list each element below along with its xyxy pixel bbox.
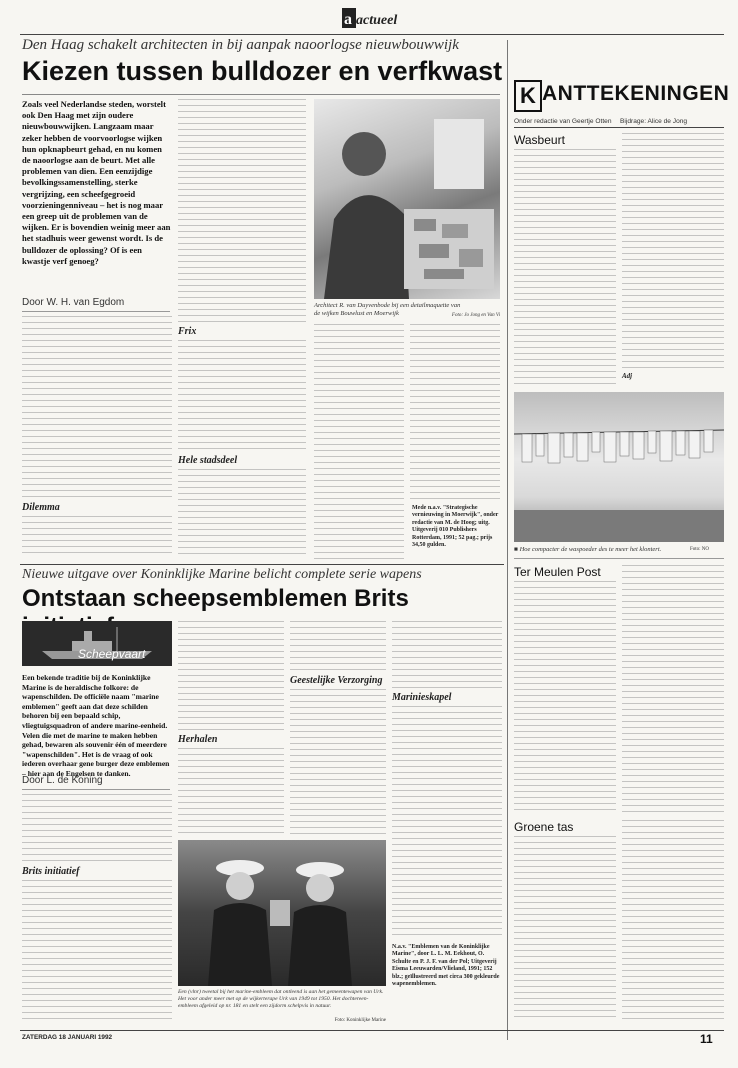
section-logo <box>340 6 400 32</box>
column-termeulen-text-col1 <box>514 581 616 815</box>
article2-text-col1b <box>22 880 172 1020</box>
column-section-wasbeurt: Wasbeurt <box>514 133 565 147</box>
article2-text-col3a <box>290 621 386 673</box>
svg-text:a: a <box>344 11 352 28</box>
article1-text-col3 <box>314 324 404 560</box>
article1-kicker: Den Haag schakelt architecten in bij aanpak naoorlogse nieuwbouwwijk <box>22 37 459 53</box>
column-photo-caption <box>514 546 684 554</box>
article1-text-col4 <box>410 324 500 502</box>
column-photo <box>514 392 724 542</box>
column-signature: Adj <box>622 372 633 380</box>
article2-kicker: Nieuwe uitgave over Koninklijke Marine belicht complete serie wapens <box>22 567 422 582</box>
article2-subhead-brits: Brits initiatief <box>22 866 80 877</box>
article1-text-col2b <box>178 340 306 452</box>
article2-text-col2a <box>178 621 284 733</box>
caption-bullet-icon: ■ <box>514 546 520 553</box>
column-groenetas-text-col1 <box>514 836 616 1020</box>
masthead-rule <box>20 34 724 35</box>
article2-text-col3b <box>290 689 386 835</box>
article2-text-col4a <box>392 621 502 689</box>
section-logo-text: actueel <box>356 13 398 28</box>
article1-text-col1b <box>22 516 172 558</box>
article2-byline: Door L. de Koning <box>22 775 103 786</box>
article2-subhead-marinieskapel: Marinieskapel <box>392 692 452 703</box>
architect-maquette-graphic <box>314 99 500 299</box>
article1-text-col1 <box>22 316 172 502</box>
article2-photo <box>178 840 386 986</box>
column-wasbeurt-text-col1 <box>514 149 616 387</box>
article2-badge <box>22 621 172 666</box>
article1-subhead-dilemma: Dilemma <box>22 502 60 513</box>
column-section-groenetas: Groene tas <box>514 820 574 834</box>
article2-text-col2b <box>178 748 284 836</box>
column-title: ANTTEKENINGEN <box>542 82 730 105</box>
article1-book-info: Mede n.a.v. "Strategische vernieuwing in Moerwijk", onder redactie van M. de Hoog; uitg. Uitgeverij 010 Publishers Rotterdam, 1991; 52 pag.; prijs 34,50 gulden. <box>412 505 499 549</box>
column-groenetas-text-col2 <box>622 820 724 1020</box>
article1-photo <box>314 99 500 299</box>
article1-subhead-frix: Frix <box>178 326 197 337</box>
laundry-line-graphic <box>514 392 724 542</box>
article2-lead: Een bekende traditie bij de Koninklijke Marine is de heraldische folkore: de wapenschilden. De officiële naam "marine emblemen" geeft aan dat deze schilden behoren bij een bepaald schip, vliegtuigsquadron of andere marine-eenheid. Velen die met de marine te maken hebben gehad, bewaren als souvenir één of meerdere "wapenschilden". Het is de vraag of ook iederen overhaar gene burger deze emblemen – hier aan de Engelsen te danken. <box>22 673 170 778</box>
article1-byline-rule <box>22 311 170 312</box>
article1-headline-rule <box>22 94 500 95</box>
article1-subhead-stadsdeel: Hele stadsdeel <box>178 455 238 466</box>
column-header-rule <box>514 127 724 128</box>
column-photo-caption-text: Hoe compacter de waspoeder des te meer het klontert. <box>519 546 662 553</box>
column-editor: Onder redactie van Geertje Otten <box>514 118 612 125</box>
column-photo-credit: Foto: NO <box>690 547 710 552</box>
article1-photo-credit: Foto: Jo Jong en Van Vi <box>451 313 500 318</box>
article-divider <box>20 564 504 565</box>
article1-photo-caption: Architect R. van Duyvenbode bij een detailmaquette van de wijken Bouwlust en Moerwijk <box>314 302 461 317</box>
column-illustration-credit: Bijdrage: Alice de Jong <box>620 118 688 125</box>
footer-page-number: 11 <box>700 1032 713 1046</box>
article2-badge-text: Scheepvaart <box>78 647 146 661</box>
article1-text-col2a <box>178 99 306 325</box>
article2-photo-caption: Een (vlnr) tweetal bij het marine-embleem dat ontleend is aan het gemeentewapen van Urk. Het voor ander meer met op de wijkerterape Urk van 1949 tot 1950. Het dochtereen-embleem afgeleid op nr. 181 en stelt een zijdorm schelpvis in natuur. <box>178 989 384 1009</box>
article2-text-col4b <box>392 706 502 940</box>
article1-lead: Zoals veel Nederlandse steden, worstelt ook Den Haag met zijn oudere nieuwbouwwijken. Langzaam maar zeker hebben de voorvoorlogse wijken hun opknapbeurt gehad, en nu komen de naoorlogse aan de beurt. Met alle problemen van dien. Een eenzijdige bevolkingssamenstelling, sterke vergrijzing, een scheefgegroeid voorzieningenniveau – het is nog maar een greep uit de problemen van de wijken. Er is bovendien weinig meer aan het stadhuis weer gewenst wordt. Is de bulldozer de oplossing? Of is een kwastje verf genoeg? <box>22 99 171 266</box>
article2-book-info: N.a.v. "Emblemen van de Koninklijke Marine", door L. L. M. Eekhout, O. Schulte en P. J. F. van der Pol; Uitgeverij Eisma Leeuwarden/Vlieland, 1991; 152 blz.; geïllustreerd met circa 300 gekleurde wapenemblemen. <box>392 944 500 988</box>
column-divider <box>507 40 508 1040</box>
article2-headline: Ontstaan scheepsemblemen Brits <box>22 585 409 612</box>
article2-subhead-herhalen: Herhalen <box>178 734 218 745</box>
column-wasbeurt-text-col2 <box>622 133 724 369</box>
column-section-termeulen: Ter Meulen Post <box>514 565 601 579</box>
article1-headline: Kiezen tussen bulldozer en verfkwast <box>22 56 503 86</box>
column-logo-letter: K <box>514 80 542 112</box>
article1-byline: Door W. H. van Egdom <box>22 297 125 308</box>
article2-subhead-geestelijke: Geestelijke Verzorging <box>290 675 383 686</box>
sailors-graphic <box>178 840 386 986</box>
article2-byline-rule <box>22 789 170 790</box>
footer-rule <box>20 1030 724 1031</box>
column-termeulen-text-col2 <box>622 565 724 815</box>
footer-date: ZATERDAG 18 JANUARI 1992 <box>22 1034 113 1041</box>
column-mid-rule <box>514 558 724 559</box>
column-header <box>514 78 730 114</box>
article2-text-col1a <box>22 794 172 864</box>
article2-photo-credit: Foto: Koninklijke Marine <box>334 1018 386 1023</box>
article1-text-col2c <box>178 469 306 558</box>
